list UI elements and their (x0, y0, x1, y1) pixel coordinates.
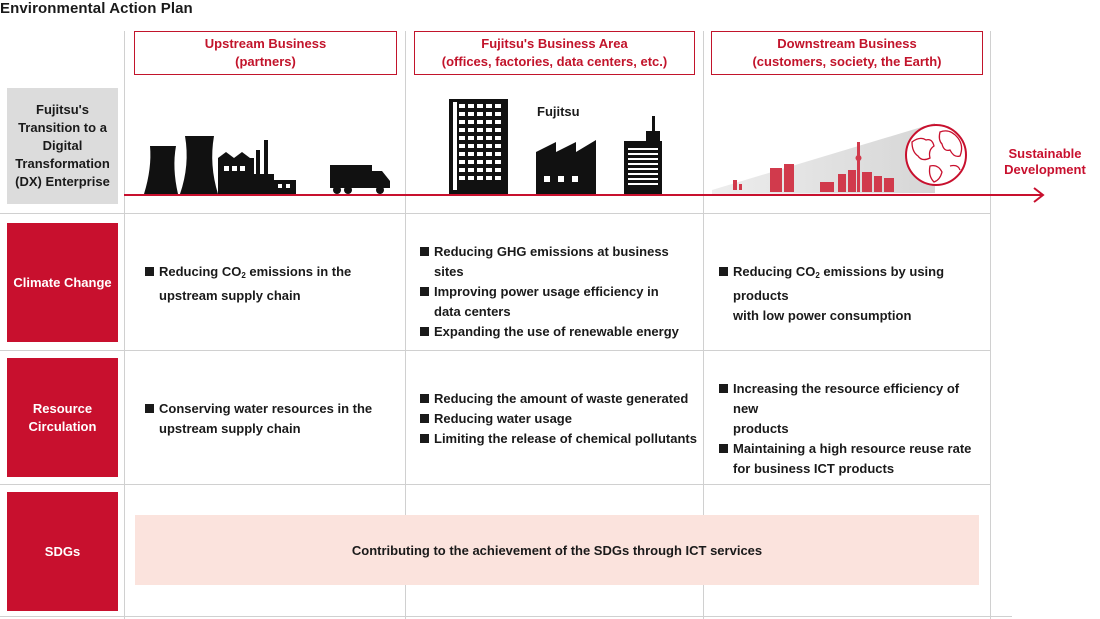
list-item: Reducing $CO_2$ emissions in the upstream supply chain (145, 262, 400, 306)
list-item: Conserving water resources in the upstream supply chain (145, 399, 400, 439)
list-item: Improving power usage efficiency in data centers (420, 282, 700, 322)
column-header-title: Downstream Business (777, 36, 917, 51)
row-label-resource-circulation (7, 358, 118, 477)
list-item: Reducing $CO_2$ emissions by using products with low power consumption (719, 262, 987, 326)
row-label-text: Climate Change (13, 274, 112, 290)
list-item: Reducing water usage (420, 409, 700, 429)
list-item: Expanding the use of renewable energy (420, 322, 700, 342)
column-header-title: Upstream Business (204, 36, 327, 51)
row-label-sdgs (7, 492, 118, 611)
power-plant-icon (144, 136, 296, 194)
column-header-title: Fujitsu's Business Area (481, 36, 628, 51)
dx-label-line: Transformation (15, 156, 110, 171)
climate-fujitsu-cell (420, 242, 700, 342)
dx-label-line: Transition to a (18, 120, 107, 135)
dx-label-line: Digital (42, 138, 83, 153)
row-label-text: Resource (32, 400, 93, 416)
factory-icon (536, 140, 596, 194)
fujitsu-label: Fujitsu (537, 104, 580, 119)
resource-downstream-cell (719, 379, 987, 479)
list-item: Reducing GHG emissions at business sites (420, 242, 700, 282)
climate-upstream-cell (145, 262, 400, 306)
page-title: Environmental Action Plan (0, 0, 193, 17)
truck-icon (330, 165, 390, 194)
list-item: Increasing the resource efficiency of new products (719, 379, 987, 439)
data-center-icon (624, 116, 662, 195)
climate-downstream-cell (719, 262, 987, 326)
sdgs-band-text: Contributing to the achievement of the SDGs through ICT services (351, 542, 763, 558)
column-header-subtitle: (offices, factories, data centers, etc.) (441, 54, 668, 69)
globe-icon (906, 125, 966, 185)
column-header-subtitle: (customers, society, the Earth) (752, 54, 942, 69)
sustainable-line: Sustainable (1008, 146, 1082, 161)
office-building-icon (449, 99, 508, 195)
dx-label-line: (DX) Enterprise (15, 174, 110, 189)
list-item: Reducing the amount of waste generated (420, 389, 700, 409)
dx-label-line: Fujitsu's (36, 102, 89, 117)
development-line: Development (1004, 162, 1086, 177)
row-label-text: SDGs (44, 543, 81, 559)
sdgs-band (135, 515, 979, 585)
list-item: Limiting the release of chemical pollutants (420, 429, 700, 449)
resource-upstream-cell (145, 399, 400, 439)
row-label-climate-change (7, 223, 118, 342)
list-item: Maintaining a high resource reuse rate for business ICT products (719, 439, 987, 479)
column-header-subtitle: (partners) (235, 54, 296, 69)
row-label-text: Circulation (28, 418, 97, 434)
resource-fujitsu-cell (420, 389, 700, 449)
sustainable-development-label (994, 146, 1096, 178)
